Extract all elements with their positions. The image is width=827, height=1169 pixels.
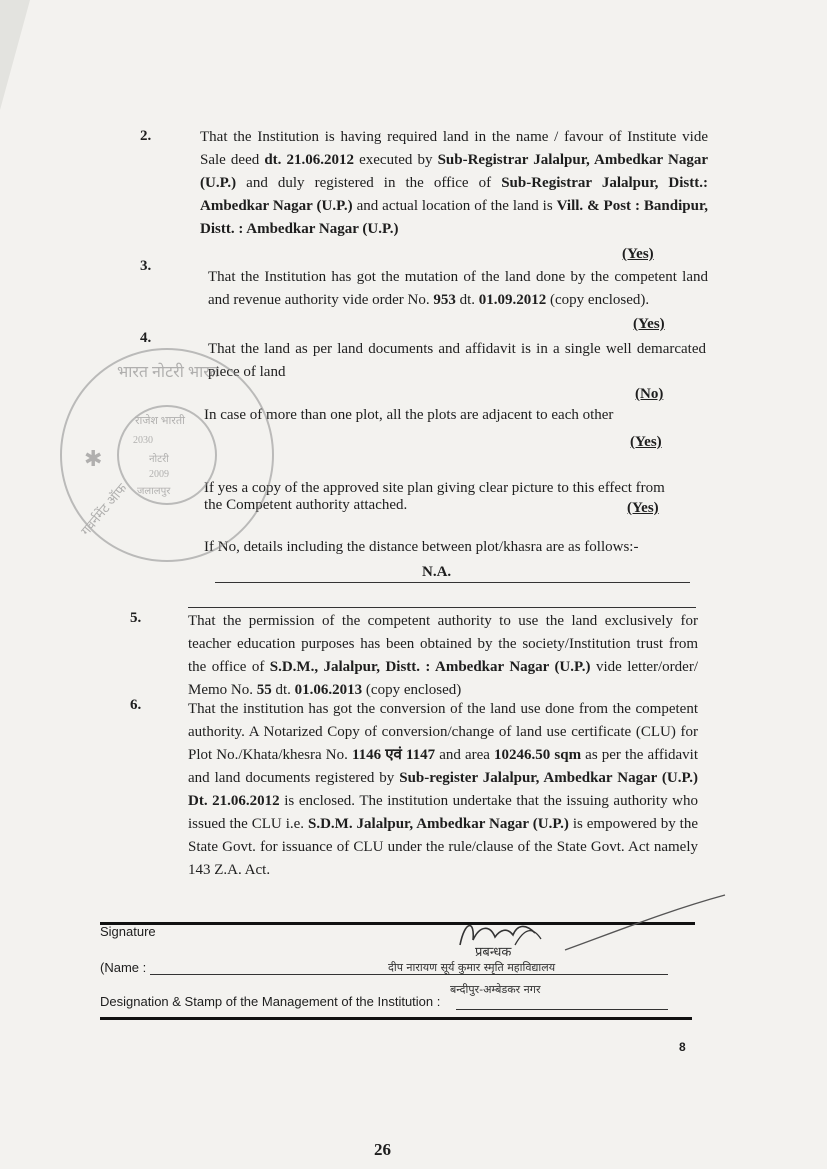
notary-stamp-top-text: भारत नोटरी भारत [117, 364, 219, 381]
notary-stamp-reg: नोटरी [149, 454, 169, 465]
item-number-4: 4. [140, 330, 152, 346]
site-plan-text-1: If yes a copy of the approved site plan giving clear picture to this effect from [204, 480, 665, 496]
designation-label: Designation & Stamp of the Management of the Institution : [100, 994, 441, 1009]
plots-adjacent-answer: (Yes) [630, 434, 662, 450]
notary-stamp [60, 348, 274, 562]
item-3-answer: (Yes) [633, 316, 665, 332]
name-label: (Name : [100, 960, 147, 975]
item-6-text: That the institution has got the conversion of the land use done from the competent authority. A Notarized Copy of conversion/change of land use certificate (CLU) for Plot No./Khata/khesra No. 1146 एवं 1147 and area 10246.50 sqm as per the affidavit and land documents registered by Sub-register Jalalpur, Ambedkar Nagar (U.P.) Dt. 21.06.2012 is enclosed. The institution undertake that the issuing authority who issued the CLU i.e. S.D.M. Jalalpur, Ambedkar Nagar (U.P.) is empowered by the State Govt. for issuance of CLU under the rule/clause of the State Govt. Act namely 143 Z.A. Act. [188, 701, 698, 878]
if-no-value: N.A. [422, 564, 452, 580]
footer-bottom-rule [100, 1017, 692, 1020]
if-no-text: If No, details including the distance between plot/khasra are as follows:- [204, 539, 639, 555]
site-plan-answer: (Yes) [627, 500, 659, 516]
stamp-title: प्रबन्धक [475, 945, 512, 960]
item-2-answer: (Yes) [622, 246, 654, 262]
stamp-place: बन्दीपुर-अम्बेडकर नगर [450, 983, 541, 996]
item-number-3: 3. [140, 258, 152, 274]
form-page-number: 8 [679, 1040, 686, 1054]
plots-adjacent-text: In case of more than one plot, all the plots are adjacent to each other [204, 407, 614, 423]
signature-label: Signature [100, 924, 156, 939]
pen-stroke [560, 890, 730, 960]
page-corner-fold [0, 0, 30, 110]
document-page-number: 26 [374, 1140, 391, 1159]
item-number-2: 2. [140, 128, 152, 144]
notary-stamp-year-top: 2030 [133, 435, 153, 446]
notary-stamp-year-bottom: 2009 [149, 469, 169, 480]
stamp-organization: दीप नारायण सूर्य कुमार स्मृति महाविद्यालय [388, 961, 556, 974]
item-4-text: That the land as per land documents and affidavit is in a single well demarcated piece of land [208, 341, 706, 380]
notary-stamp-inner-top: राजेश भारती [135, 415, 185, 427]
notary-stamp-inner-ring [117, 405, 217, 505]
item-number-5: 5. [130, 610, 142, 626]
item-4-answer: (No) [635, 386, 664, 402]
if-no-line-1 [215, 582, 690, 583]
designation-line [456, 1009, 668, 1010]
notary-stamp-inner-bottom: जलालपुर [137, 486, 171, 497]
if-no-line-2 [188, 607, 696, 608]
item-5-text: That the permission of the competent authority to use the land exclusively for teacher education purposes has been obtained by the society/Institution trust from the office of S.D.M., Jalalpur, Distt. : Ambedkar Nagar (U.P.) vide letter/order/ Memo No. 55 dt. 01.06.2013 (copy enclosed) [188, 613, 698, 698]
notary-star-icon: ✱ [84, 446, 103, 471]
notary-stamp-left-text: गवर्नमेंट ऑफ [77, 480, 130, 539]
item-number-6: 6. [130, 697, 142, 713]
item-3-text: That the Institution has got the mutation of the land done by the competent land and revenue authority vide order No. 953 dt. 01.09.2012 (copy enclosed). [208, 269, 708, 308]
site-plan-text-2: the Competent authority attached. [204, 497, 408, 513]
item-2-text: That the Institution is having required land in the name / favour of Institute vide Sale deed dt. 21.06.2012 executed by Sub-Registrar Jalalpur, Ambedkar Nagar (U.P.) and duly registered in the office of Sub-Registrar Jalalpur, Distt.: Ambedkar Nagar (U.P.) and actual location of the land is Vill. & Post : Bandipur, Distt. : Ambedkar Nagar (U.P.) [200, 129, 709, 237]
